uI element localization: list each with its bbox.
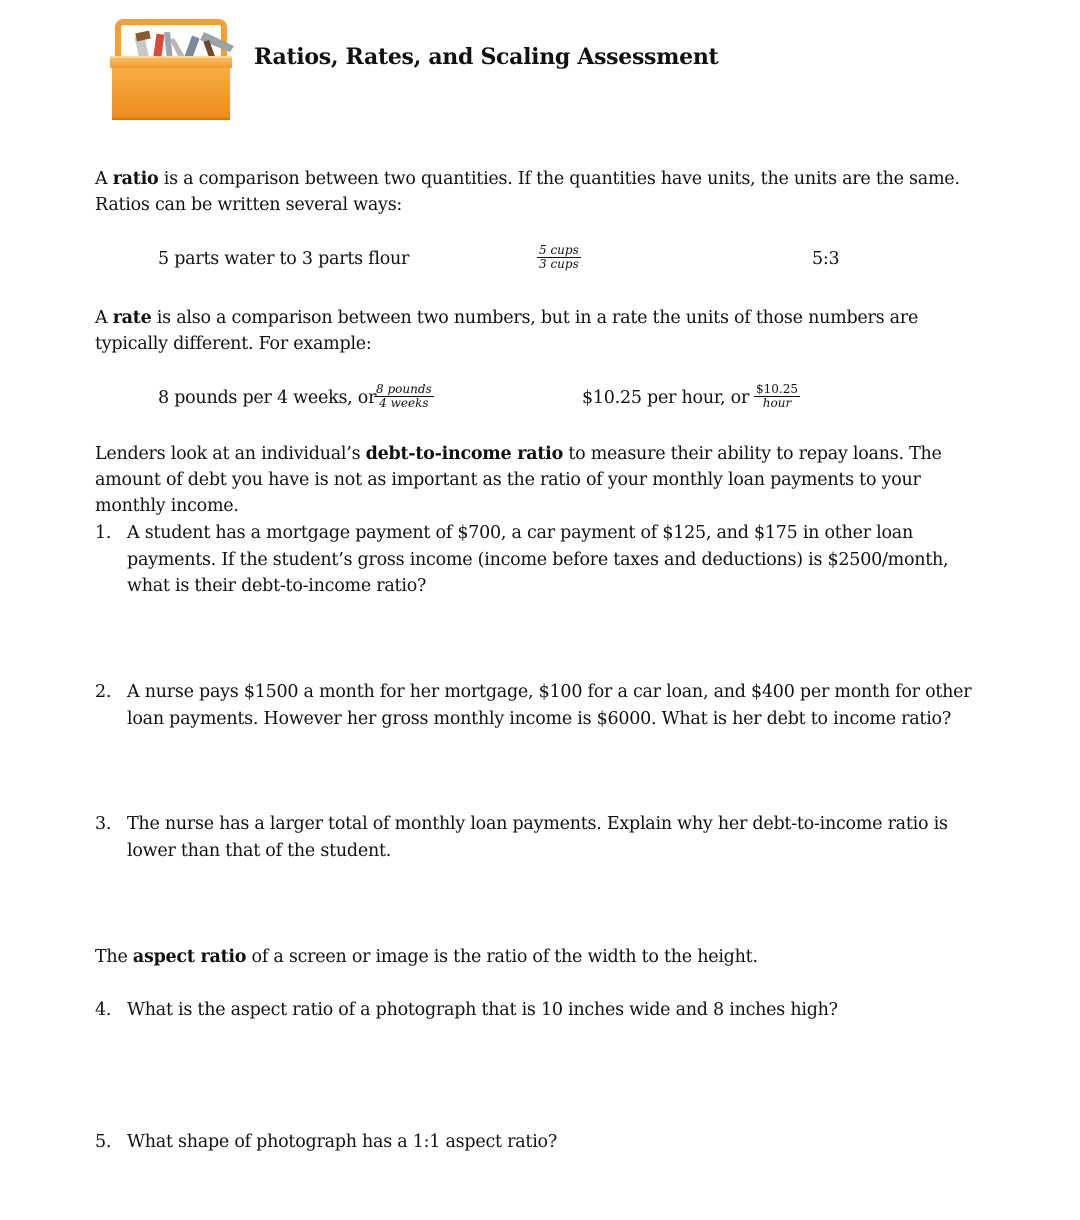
- question-2: [95, 679, 990, 732]
- toolbox-icon: [108, 18, 240, 122]
- rate-prefix: A: [95, 308, 113, 328]
- rate-example-2-fraction: [754, 383, 800, 410]
- fraction-denominator: 3 cups: [539, 257, 579, 271]
- question-number: 4.: [95, 1000, 112, 1020]
- rate-example-1-text: 8 pounds per 4 weeks, or: [158, 388, 377, 408]
- aspect-prefix: The: [95, 947, 133, 967]
- fraction-denominator: hour: [762, 396, 792, 410]
- rate-definition-text: is also a comparison between two numbers, but in a rate the units of those numbers are typically different. For example:: [95, 308, 919, 354]
- fraction-denominator: 4 weeks: [379, 396, 429, 410]
- rate-definition: [95, 305, 985, 357]
- page-title: Ratios, Rates, and Scaling Assessment: [254, 44, 719, 70]
- ratio-definition-text: is a comparison between two quantities. If the quantities have units, the units are the same. Ratios can be written several ways:: [95, 169, 960, 215]
- question-text: What is the aspect ratio of a photograph that is 10 inches wide and 8 inches high?: [127, 1000, 838, 1020]
- ratio-example-colon: 5:3: [812, 249, 840, 269]
- ratio-term: ratio: [112, 169, 159, 189]
- rate-example-2-text: $10.25 per hour, or: [582, 388, 750, 408]
- question-text: The nurse has a larger total of monthly loan payments. Explain why her debt-to-income ratio is lower than that of the student.: [127, 814, 948, 861]
- aspect-ratio-definition: [95, 944, 985, 970]
- debt-prefix: Lenders look at an individual’s: [95, 444, 366, 464]
- fraction-numerator: 8 pounds: [376, 382, 432, 396]
- question-3: [95, 811, 990, 864]
- question-text: What shape of photograph has a 1:1 aspect ratio?: [127, 1132, 557, 1152]
- rate-term: rate: [112, 308, 152, 328]
- question-5: [95, 1129, 990, 1156]
- aspect-term: aspect ratio: [132, 947, 247, 967]
- question-number: 5.: [95, 1132, 112, 1152]
- question-number: 3.: [95, 814, 112, 834]
- question-text: A nurse pays $1500 a month for her mortgage, $100 for a car loan, and $400 per month for other loan payments. However her gross monthly income is $6000. What is her debt to income ratio?: [127, 682, 972, 729]
- question-1: [95, 520, 990, 600]
- question-number: 2.: [95, 682, 112, 702]
- fraction-numerator: $10.25: [756, 382, 798, 396]
- debt-to-income-definition: [95, 441, 985, 519]
- rate-example-1-fraction: [374, 383, 434, 410]
- ratio-definition: [95, 166, 985, 218]
- ratio-example-words: 5 parts water to 3 parts flour: [158, 249, 410, 269]
- ratio-prefix: A: [95, 169, 113, 189]
- question-text: A student has a mortgage payment of $700, a car payment of $125, and $175 in other loan payments. If the student’s gross income (income before taxes and deductions) is $2500/month, what is their debt-to-income ratio?: [127, 523, 949, 596]
- debt-definition-text: to measure their ability to repay loans. The amount of debt you have is not as important as the ratio of your monthly loan payments to your monthly income.: [95, 444, 942, 516]
- fraction-numerator: 5 cups: [539, 243, 579, 257]
- aspect-definition-text: of a screen or image is the ratio of the width to the height.: [246, 947, 758, 967]
- ratio-example-fraction: [537, 244, 581, 271]
- debt-term: debt-to-income ratio: [365, 444, 563, 464]
- question-4: [95, 997, 990, 1024]
- question-number: 1.: [95, 523, 112, 543]
